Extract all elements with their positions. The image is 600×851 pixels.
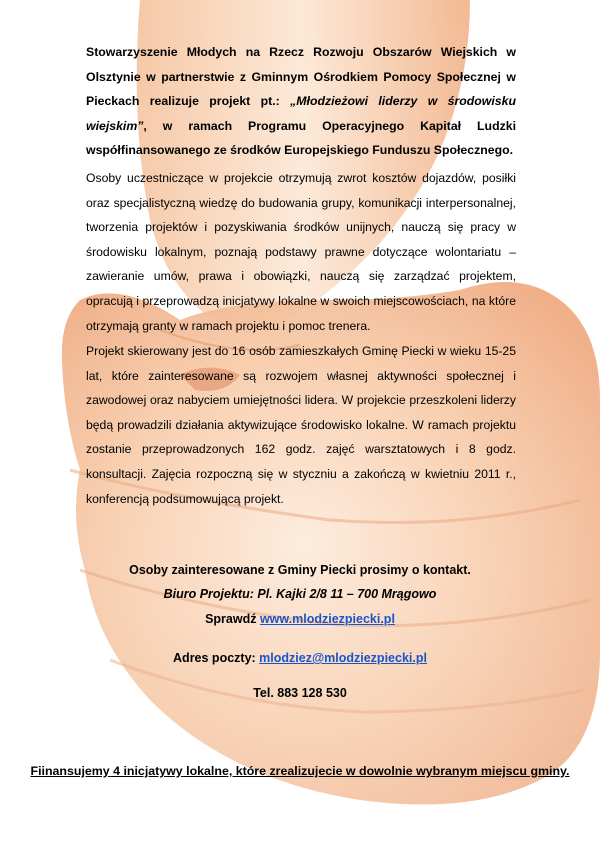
email-link[interactable]: mlodziez@mlodziezpiecki.pl bbox=[259, 651, 427, 665]
project-office-address: Biuro Projektu: Pl. Kajki 2/8 11 – 700 Mrągowo bbox=[163, 587, 437, 601]
email-line bbox=[0, 651, 600, 665]
intro-text-start: Stowarzyszenie Młodych na Rzecz Rozwoju Obszarów Wiejskich w Olsztynie w partnerstwie z Gminnym Ośrodkiem Pomocy Społecznej w Pieckach realizuje projekt pt.: bbox=[86, 45, 516, 108]
phone-number: Tel. 883 128 530 bbox=[253, 686, 347, 700]
project-title: „Młodzieżowi liderzy w środowisku wiejskim” bbox=[86, 94, 516, 133]
benefits-paragraph: Osoby uczestniczące w projekcie otrzymują zwrot kosztów dojazdów, posiłki oraz specjalistyczną wiedzę do budowania grupy, komunikacji interpersonalnej, tworzenia projektów i pozyskiwania środków unijnych, nauczą się pracy w środowisku lokalnym, poznają podstawy prawne dotyczące wolontariatu – zawieranie umów, prawa i obowiązki, nauczą się zarządzać projektem, opracują i przeprowadzą inicjatywy lokalne w swoich miejscowościach, na które otrzymają granty w ramach projektu i pomoc trenera. bbox=[86, 171, 516, 333]
website-link[interactable]: www.mlodziezpiecki.pl bbox=[259, 612, 395, 626]
website-line bbox=[0, 612, 600, 626]
contact-invite: Osoby zainteresowane z Gminy Piecki prosimy o kontakt. bbox=[129, 563, 471, 577]
intro-paragraph bbox=[86, 40, 516, 163]
funding-note: Fiinansujemy 4 inicjatywy lokalne, które zrealizujecie w dowolnie wybranym miejscu gminy. bbox=[30, 764, 570, 778]
email-label: Adres poczty: bbox=[173, 651, 260, 665]
target-group-paragraph: Projekt skierowany jest do 16 osób zamieszkałych Gminę Piecki w wieku 15-25 lat, które zainteresowane są rozwojem własnej aktywności społecznej i zawodowej oraz nabyciem umiejętności lidera. W projekcie przeszkoleni liderzy będą prowadzili działania aktywizujące środowisko lokalne. W ramach projektu zostanie przeprowadzonych 162 godz. zajęć warsztatowych i 8 godz. konsultacji. Zajęcia rozpoczną się w styczniu a zakończą w kwietniu 2011 r., konferencją podsumowującą projekt. bbox=[86, 344, 516, 506]
intro-text-end: , w ramach Programu Operacyjnego Kapitał Ludzki współfinansowanego ze środków Europejskiego Funduszu Społecznego. bbox=[86, 118, 516, 157]
website-label: Sprawdź bbox=[205, 612, 260, 626]
